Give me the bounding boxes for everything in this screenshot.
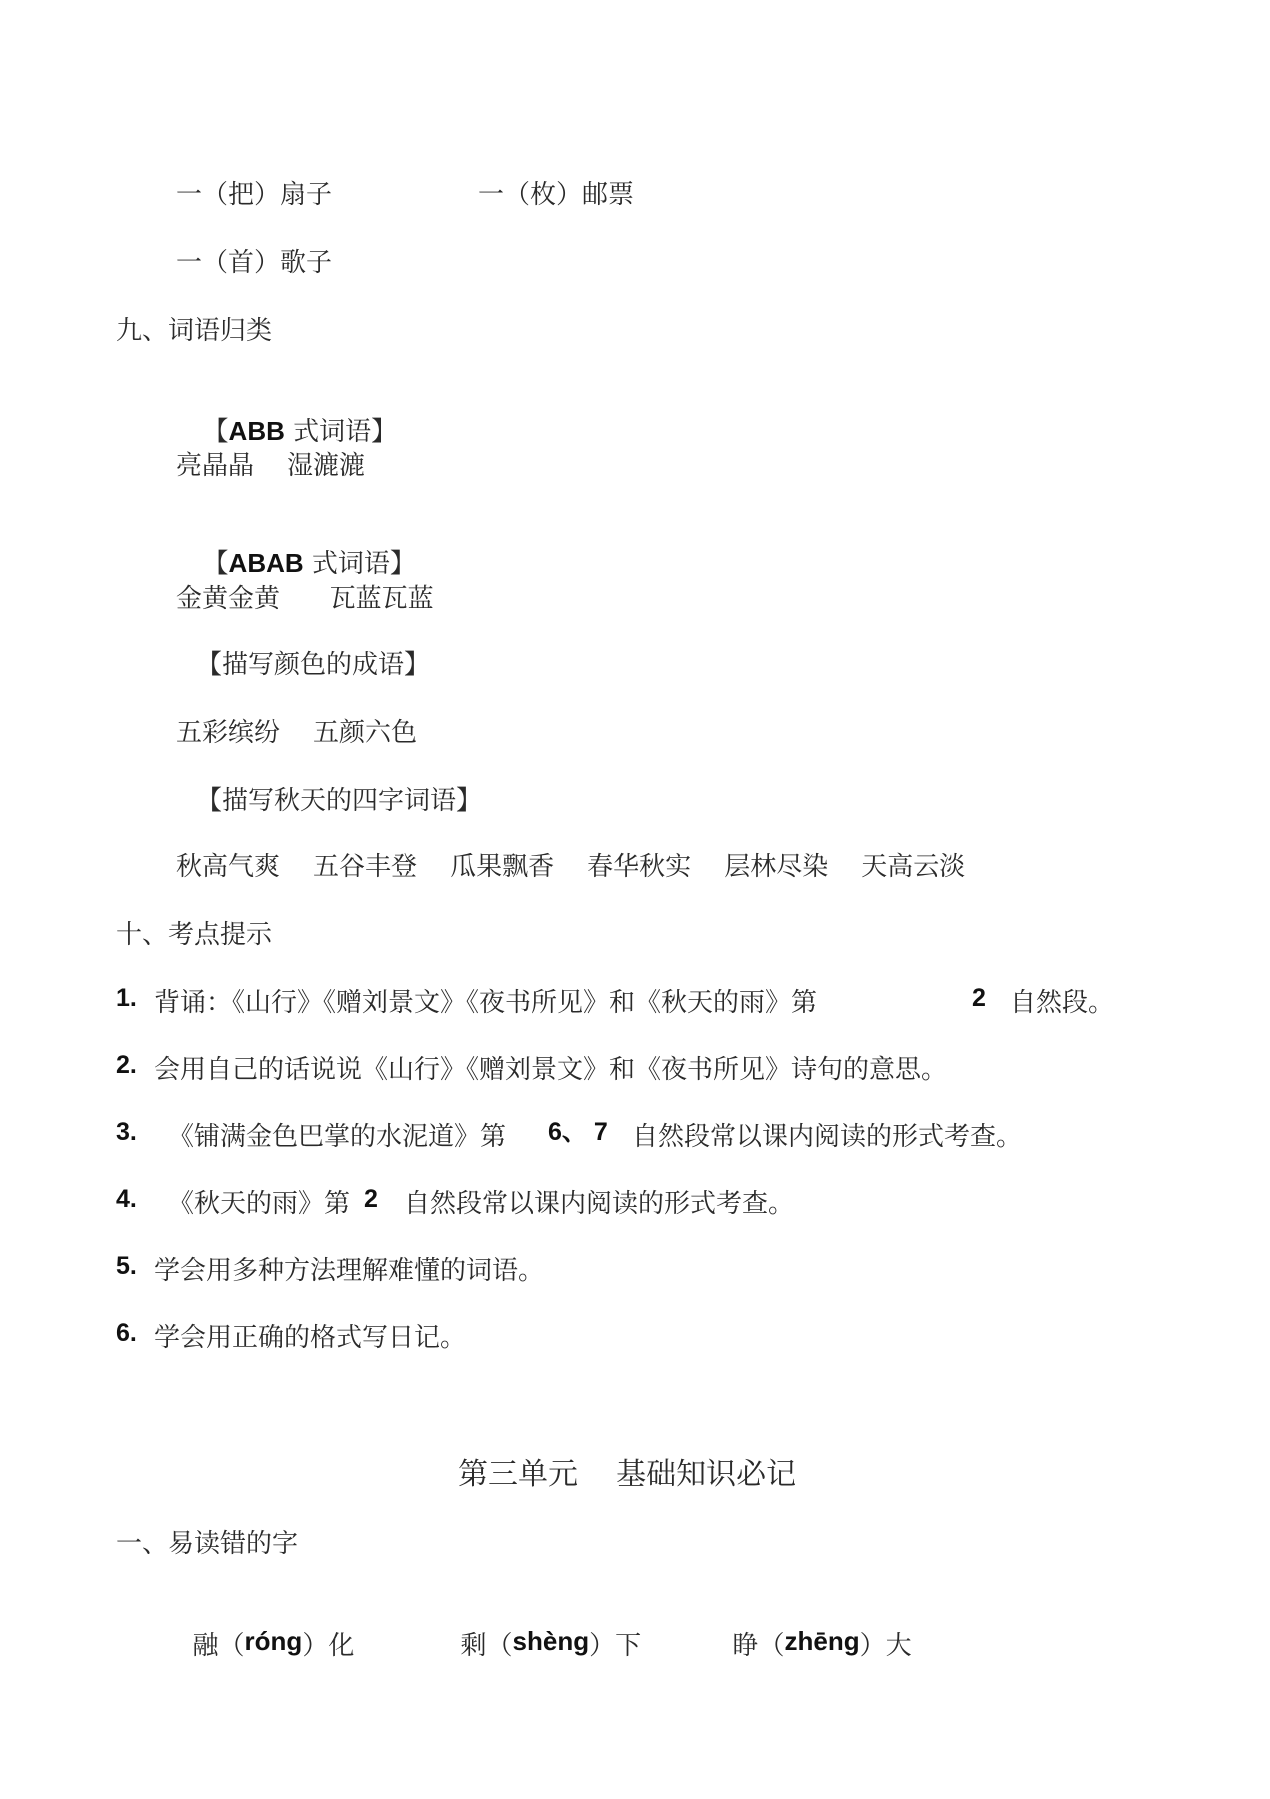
tip-3-value: 6、 7 (548, 1118, 608, 1146)
tip-1-value: 2 (972, 984, 986, 1012)
abb-code: ABB (228, 416, 285, 446)
tip-2-number: 2. (116, 1051, 137, 1079)
measure-word-song: 一（首）歌子 (176, 248, 333, 278)
char-zheng-prefix: 睁（ (732, 1631, 785, 1661)
char-zheng (716, 1594, 912, 1663)
char-sheng-prefix: 剩（ (460, 1631, 513, 1661)
char-rong-pinyin: róng (244, 1626, 303, 1656)
tip-4-text: 《秋天的雨》第 (168, 1189, 351, 1219)
tip-4-number: 4. (116, 1185, 137, 1213)
char-sheng-pinyin: shèng (512, 1626, 590, 1656)
unit-3-section-1-heading: 一、易读错的字 (116, 1529, 299, 1559)
unit-3-title: 第三单元 基础知识必记 (458, 1457, 797, 1492)
tip-2-text: 会用自己的话说说《山行》《赠刘景文》和《夜书所见》诗句的意思。 (154, 1055, 948, 1085)
tip-3-text-end: 自然段常以课内阅读的形式考查。 (632, 1122, 1023, 1152)
tip-3-text: 《铺满金色巴掌的水泥道》第 (168, 1122, 507, 1152)
char-rong-prefix: 融（ (192, 1631, 245, 1661)
abb-open-bracket: 【 (202, 417, 229, 447)
autumn-words-heading: 【描写秋天的四字词语】 (196, 786, 483, 816)
char-zheng-pinyin: zhēng (784, 1626, 860, 1656)
abab-code: ABAB (228, 548, 304, 578)
section-9-heading: 九、词语归类 (116, 316, 273, 346)
color-idioms-heading: 【描写颜色的成语】 (196, 650, 431, 680)
measure-word-fan: 一（把）扇子 (176, 180, 333, 210)
abb-label: 式词语】 (284, 417, 398, 447)
tip-4-text-end: 自然段常以课内阅读的形式考查。 (404, 1189, 795, 1219)
char-rong (176, 1594, 354, 1663)
abb-words: 亮晶晶 湿漉漉 (176, 451, 366, 481)
tip-4-value: 2 (364, 1185, 378, 1213)
measure-word-stamp: 一（枚）邮票 (478, 180, 635, 210)
char-sheng-suffix: ）下 (589, 1631, 642, 1661)
abab-words: 金黄金黄 瓦蓝瓦蓝 (176, 584, 434, 614)
color-idioms: 五彩缤纷 五颜六色 (176, 718, 418, 748)
autumn-words: 秋高气爽 五谷丰登 瓜果飘香 春华秋实 层林尽染 天高云淡 (176, 852, 966, 882)
char-rong-suffix: ）化 (302, 1631, 355, 1661)
char-zheng-suffix: ）大 (859, 1631, 912, 1661)
abab-heading (186, 512, 416, 581)
tip-1-text-end: 自然段。 (1010, 988, 1115, 1018)
abab-label: 式词语】 (303, 549, 416, 579)
tip-6-number: 6. (116, 1319, 137, 1347)
tip-6-text: 学会用正确的格式写日记。 (154, 1323, 467, 1353)
section-10-heading: 十、考点提示 (116, 920, 273, 950)
tip-3-number: 3. (116, 1118, 137, 1146)
tip-5-text: 学会用多种方法理解难懂的词语。 (154, 1256, 545, 1286)
tip-1-text: 背诵：《山行》《赠刘景文》《夜书所见》和《秋天的雨》第 (154, 988, 818, 1018)
tip-1-number: 1. (116, 984, 137, 1012)
abb-heading (186, 380, 397, 449)
tip-5-number: 5. (116, 1252, 137, 1280)
abab-open-bracket: 【 (202, 549, 229, 579)
char-sheng (444, 1594, 641, 1663)
